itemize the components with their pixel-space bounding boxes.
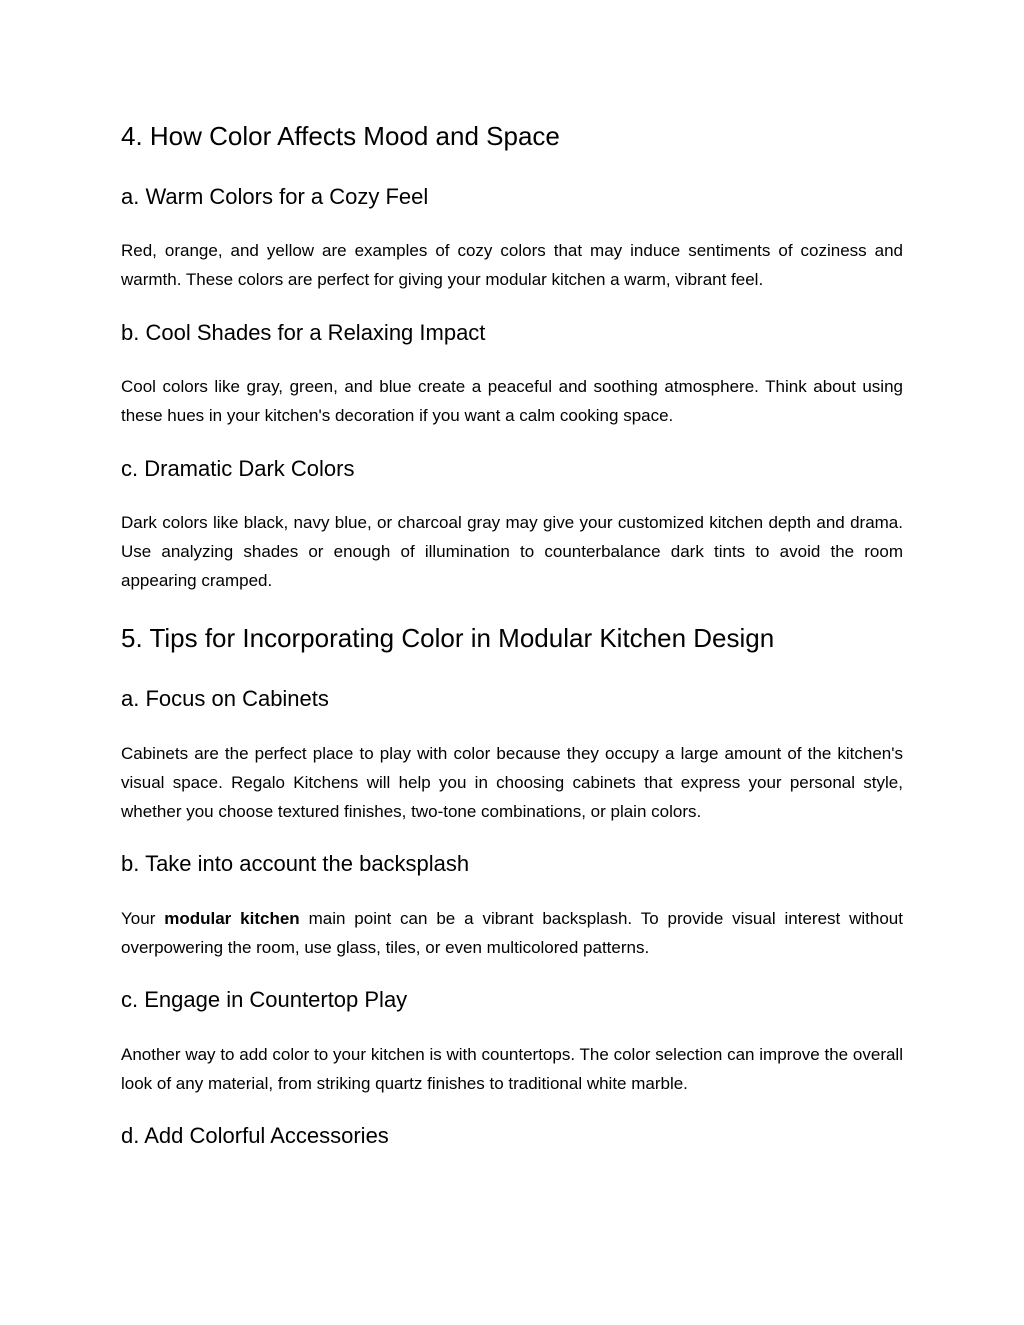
subsection-accessories-heading: d. Add Colorful Accessories xyxy=(121,1123,389,1148)
subsection-dark-colors-body: Dark colors like black, navy blue, or charcoal gray may give your customized kitchen depth and drama. Use analyzing shades or enough of illumination to counterbalance dark tints to avoid the room appearing cramped. xyxy=(121,513,903,590)
subsection-cabinets-heading: a. Focus on Cabinets xyxy=(121,686,329,711)
subsection-countertop-body: Another way to add color to your kitchen is with countertops. The color selection can improve the overall look of any material, from striking quartz finishes to traditional white marble. xyxy=(121,1045,903,1093)
subsection-warm-colors-heading: a. Warm Colors for a Cozy Feel xyxy=(121,184,429,209)
subsection-cabinets-body: Cabinets are the perfect place to play with color because they occupy a large amount of the kitchen's visual space. Regalo Kitchens will help you in choosing cabinets that express your personal style, whether you choose textured finishes, two-tone combinations, or plain colors. xyxy=(121,744,903,821)
subsection-dark-colors-heading: c. Dramatic Dark Colors xyxy=(121,456,355,481)
backsplash-body-prefix: Your xyxy=(121,909,165,928)
section-5-heading: 5. Tips for Incorporating Color in Modular Kitchen Design xyxy=(121,623,775,653)
backsplash-body-suffix: main point can be a vibrant backsplash. To provide visual interest without overpowering the room, use glass, tiles, or even multicolored patterns. xyxy=(121,909,903,957)
subsection-backsplash-body xyxy=(121,904,903,962)
subsection-countertop-heading: c. Engage in Countertop Play xyxy=(121,987,408,1012)
subsection-warm-colors-body: Red, orange, and yellow are examples of cozy colors that may induce sentiments of coziness and warmth. These colors are perfect for giving your modular kitchen a warm, vibrant feel. xyxy=(121,241,903,289)
subsection-cool-shades-body: Cool colors like gray, green, and blue create a peaceful and soothing atmosphere. Think about using these hues in your kitchen's decoration if you want a calm cooking space. xyxy=(121,377,903,425)
modular-kitchen-bold: modular kitchen xyxy=(164,909,300,928)
subsection-cool-shades-heading: b. Cool Shades for a Relaxing Impact xyxy=(121,320,486,345)
section-4-heading: 4. How Color Affects Mood and Space xyxy=(121,121,560,151)
subsection-backsplash-heading: b. Take into account the backsplash xyxy=(121,851,470,876)
